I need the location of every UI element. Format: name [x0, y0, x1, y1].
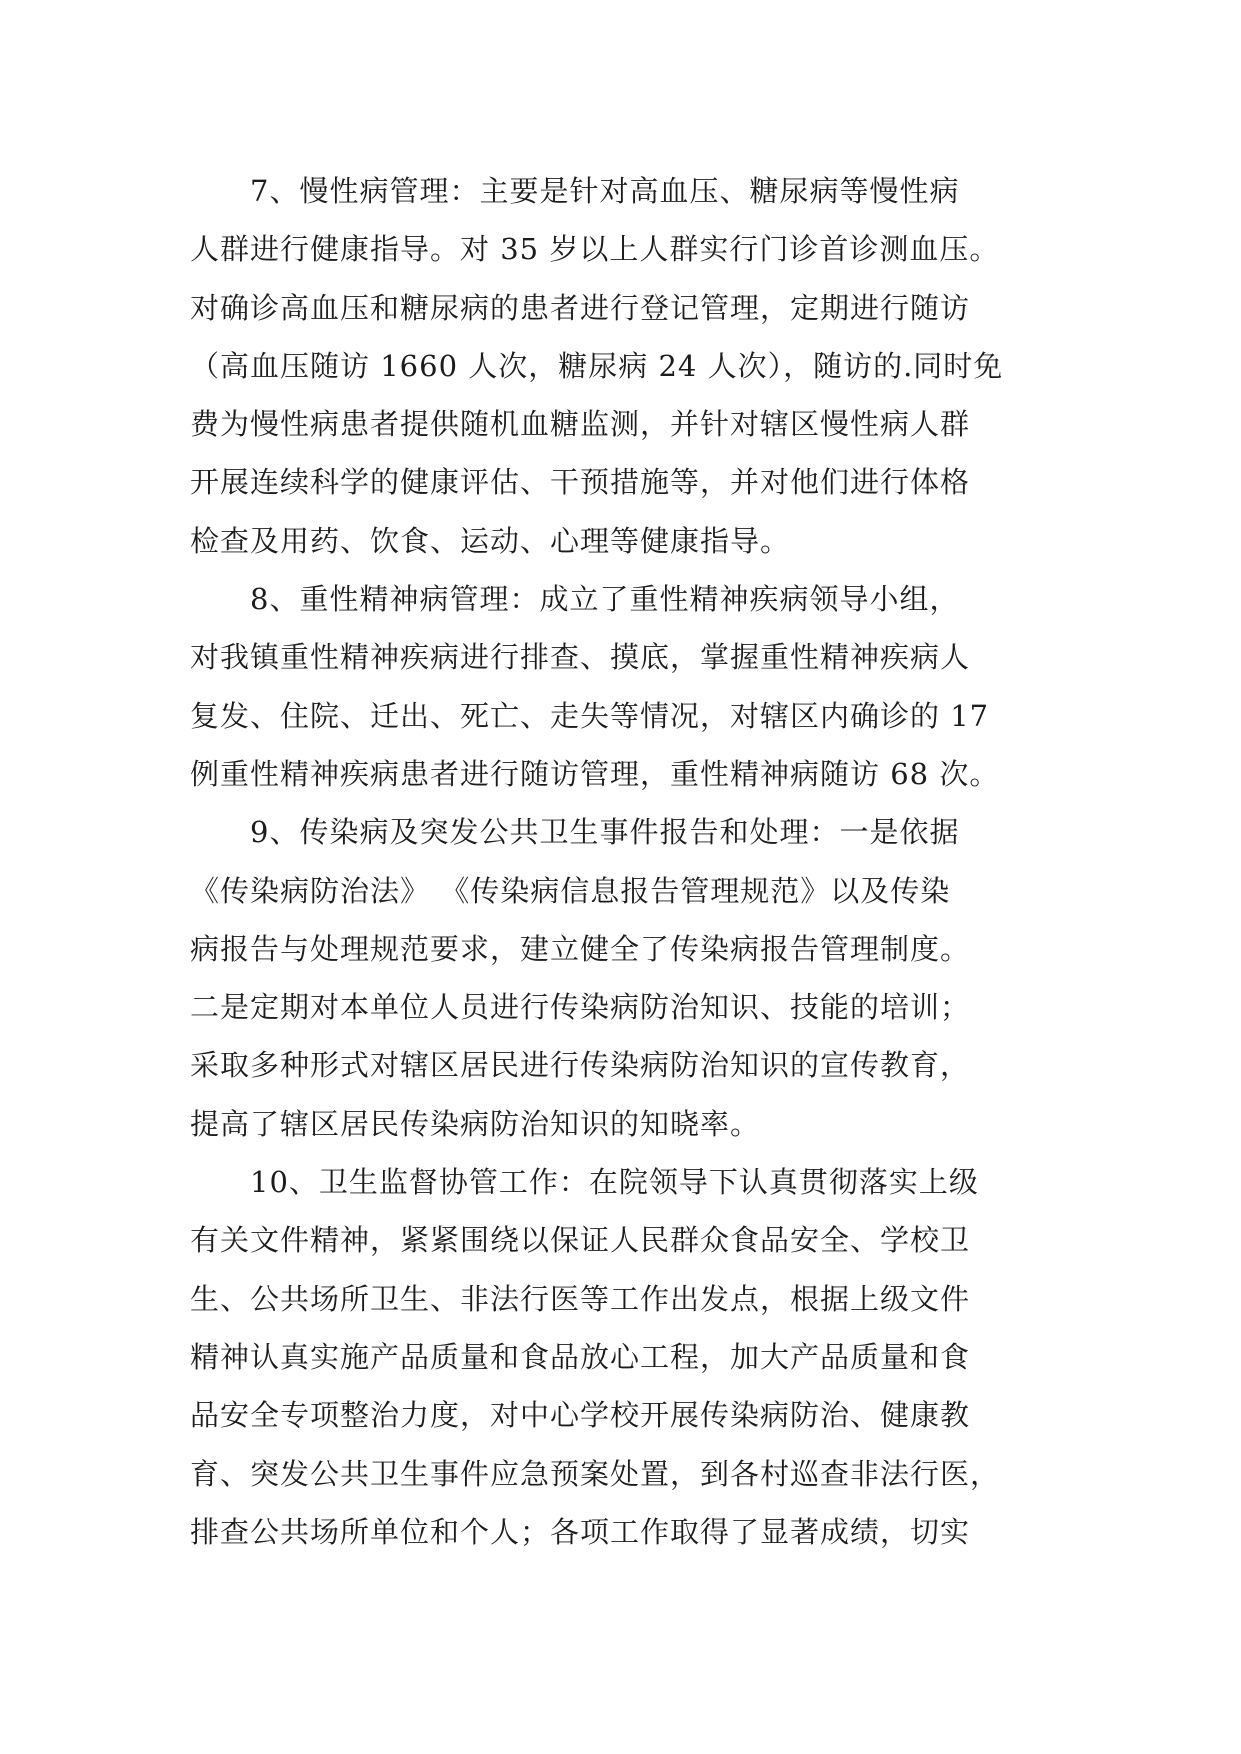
paragraph-infectious-disease-reporting	[190, 803, 1070, 1153]
text-line: （高血压随访 1660 人次，糖尿病 24 人次），随访的.同时免	[190, 348, 1004, 383]
paragraph-health-supervision	[190, 1153, 1070, 1561]
paragraph-chronic-disease-management	[190, 162, 1070, 570]
text-line: 提高了辖区居民传染病防治知识的知晓率。	[190, 1106, 761, 1141]
text-line: 复发、住院、迁出、死亡、走失等情况，对辖区内确诊的 17	[190, 698, 990, 733]
text-line: 生、公共场所卫生、非法行医等工作出发点，根据上级文件	[190, 1281, 971, 1316]
text-line: 二是定期对本单位人员进行传染病防治知识、技能的培训；	[190, 990, 971, 1025]
text-line: 人群进行健康指导。对 35 岁以上人群实行门诊首诊测血压。	[190, 232, 1000, 267]
text-line: 排查公共场所单位和个人；各项工作取得了显著成绩，切实	[190, 1514, 971, 1549]
text-line: 10、卫生监督协管工作：在院领导下认真贯彻落实上级	[250, 1165, 979, 1200]
text-line: 品安全专项整治力度，对中心学校开展传染病防治、健康教	[190, 1398, 971, 1433]
text-line: 育、突发公共卫生事件应急预案处置，到各村巡查非法行医，	[190, 1456, 1001, 1491]
text-line: 精神认真实施产品质量和食品放心工程，加大产品质量和食	[190, 1339, 971, 1374]
text-line: 有关文件精神，紧紧围绕以保证人民群众食品安全、学校卫	[190, 1223, 971, 1258]
text-line: 例重性精神疾病患者进行随访管理，重性精神病随访 68 次。	[190, 756, 1000, 791]
text-line: 病报告与处理规范要求，建立健全了传染病报告管理制度。	[190, 931, 971, 966]
text-line: 检查及用药、饮食、运动、心理等健康指导。	[190, 523, 791, 558]
text-line: 9、传染病及突发公共卫生事件报告和处理：一是依据	[250, 815, 960, 850]
text-line: 采取多种形式对辖区居民进行传染病防治知识的宣传教育，	[190, 1048, 971, 1083]
paragraph-severe-mental-illness-management	[190, 570, 1070, 803]
text-line: 《传染病防治法》 《传染病信息报告管理规范》以及传染	[190, 873, 951, 908]
text-line: 对确诊高血压和糖尿病的患者进行登记管理，定期进行随访	[190, 290, 971, 325]
text-line: 费为慢性病患者提供随机血糖监测，并针对辖区慢性病人群	[190, 407, 971, 442]
text-line: 对我镇重性精神疾病进行排查、摸底，掌握重性精神疾病人	[190, 640, 971, 675]
text-line: 7、慢性病管理：主要是针对高血压、糖尿病等慢性病	[250, 174, 960, 208]
text-line: 8、重性精神病管理：成立了重性精神疾病领导小组，	[250, 582, 960, 617]
document-body	[190, 162, 1070, 1561]
text-line: 开展连续科学的健康评估、干预措施等，并对他们进行体格	[190, 465, 971, 500]
